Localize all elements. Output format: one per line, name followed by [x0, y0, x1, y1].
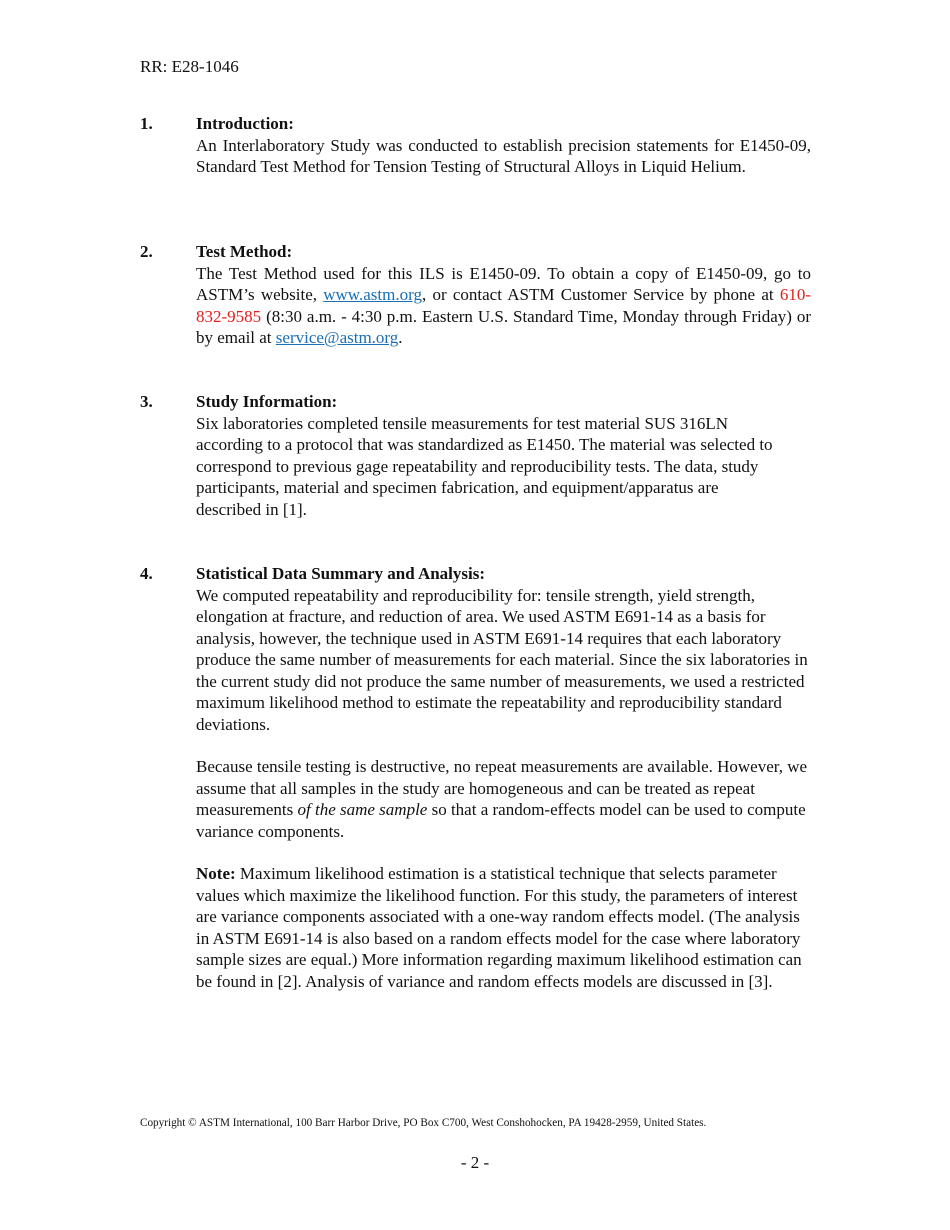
section-paragraph-2 — [196, 756, 811, 842]
service-email-link[interactable]: service@astm.org — [275, 328, 399, 347]
section-title: Test Method: — [196, 242, 293, 261]
text-span: so that a random-effects model can be used to compute variance components. — [196, 800, 806, 841]
text-span: Because tensile testing is destructive, no repeat measurements are available. However, we assume that all samples in the study are homogeneous and can be treated as repeat measurements — [196, 757, 808, 819]
text-span: (8:30 a.m. - 4:30 p.m. Eastern U.S. Standard Time, Monday through Friday) or by email at — [196, 306, 811, 347]
section-text — [196, 263, 811, 349]
section-number: 4. — [140, 564, 153, 583]
section-number: 2. — [140, 242, 153, 261]
page-number: - 2 - — [460, 1153, 490, 1172]
astm-website-link[interactable]: www.astm.org — [323, 285, 422, 304]
copyright-notice: Copyright © ASTM International, 100 Barr Harbor Drive, PO Box C700, West Conshohocken, PA 19428-2959, United States. — [140, 1117, 707, 1129]
section-title: Introduction: — [196, 114, 294, 133]
text-span: The Test Method used for this ILS is E1450-09. To obtain a copy of E1450-09, go to ASTM’s website, — [196, 263, 811, 304]
emphasis-text: of the same sample — [297, 800, 428, 819]
section-text: An Interlaboratory Study was conducted to establish precision statements for E1450-09, Standard Test Method for Tension Testing of Structural Alloys in Liquid Helium. — [196, 135, 811, 176]
report-id: RR: E28-1046 — [140, 57, 239, 76]
section-number: 1. — [140, 114, 153, 133]
section-paragraph-1: We computed repeatability and reproducibility for: tensile strength, yield strength, elongation at fracture, and reduction of area. We used ASTM E691-14 as a basis for analysis, however, the technique used in ASTM E691-14 requires that each laboratory produce the same number of measurements for each material. Since the six laboratories in the current study did not produce the same number of measurements, we used a restricted maximum likelihood method to estimate the repeatability and reproducibility standard deviations. — [196, 585, 808, 734]
note-paragraph — [196, 863, 811, 992]
note-text: Maximum likelihood estimation is a statistical technique that selects parameter values which maximize the likelihood function. For this study, the parameters of interest are variance components associated with a one-way random effects model. (The analysis in ASTM E691-14 is also based on a random effects model for the case where laboratory sample sizes are equal.) More information regarding maximum likelihood estimation can be found in [2]. Analysis of variance and random effects models are discussed in [3]. — [196, 864, 802, 991]
section-number: 3. — [140, 392, 153, 411]
text-span: , or contact ASTM Customer Service by phone at — [421, 285, 780, 304]
section-test-method — [140, 241, 811, 349]
section-title: Study Information: — [196, 392, 338, 411]
section-statistical-summary — [140, 563, 811, 992]
customer-service-phone: 610-832-9585 — [196, 285, 812, 326]
section-text: Six laboratories completed tensile measurements for test material SUS 316LN according to a protocol that was standardized as E1450. The material was selected to correspond to previous gage repeatability and reproducibility tests. The data, study participants, material and specimen fabrication, and equipment/apparatus are described in [1]. — [196, 413, 773, 519]
note-label: Note: — [196, 864, 236, 883]
text-span: . — [398, 328, 403, 347]
section-study-information — [140, 391, 811, 520]
section-introduction — [140, 113, 811, 178]
section-title: Statistical Data Summary and Analysis: — [196, 564, 486, 583]
